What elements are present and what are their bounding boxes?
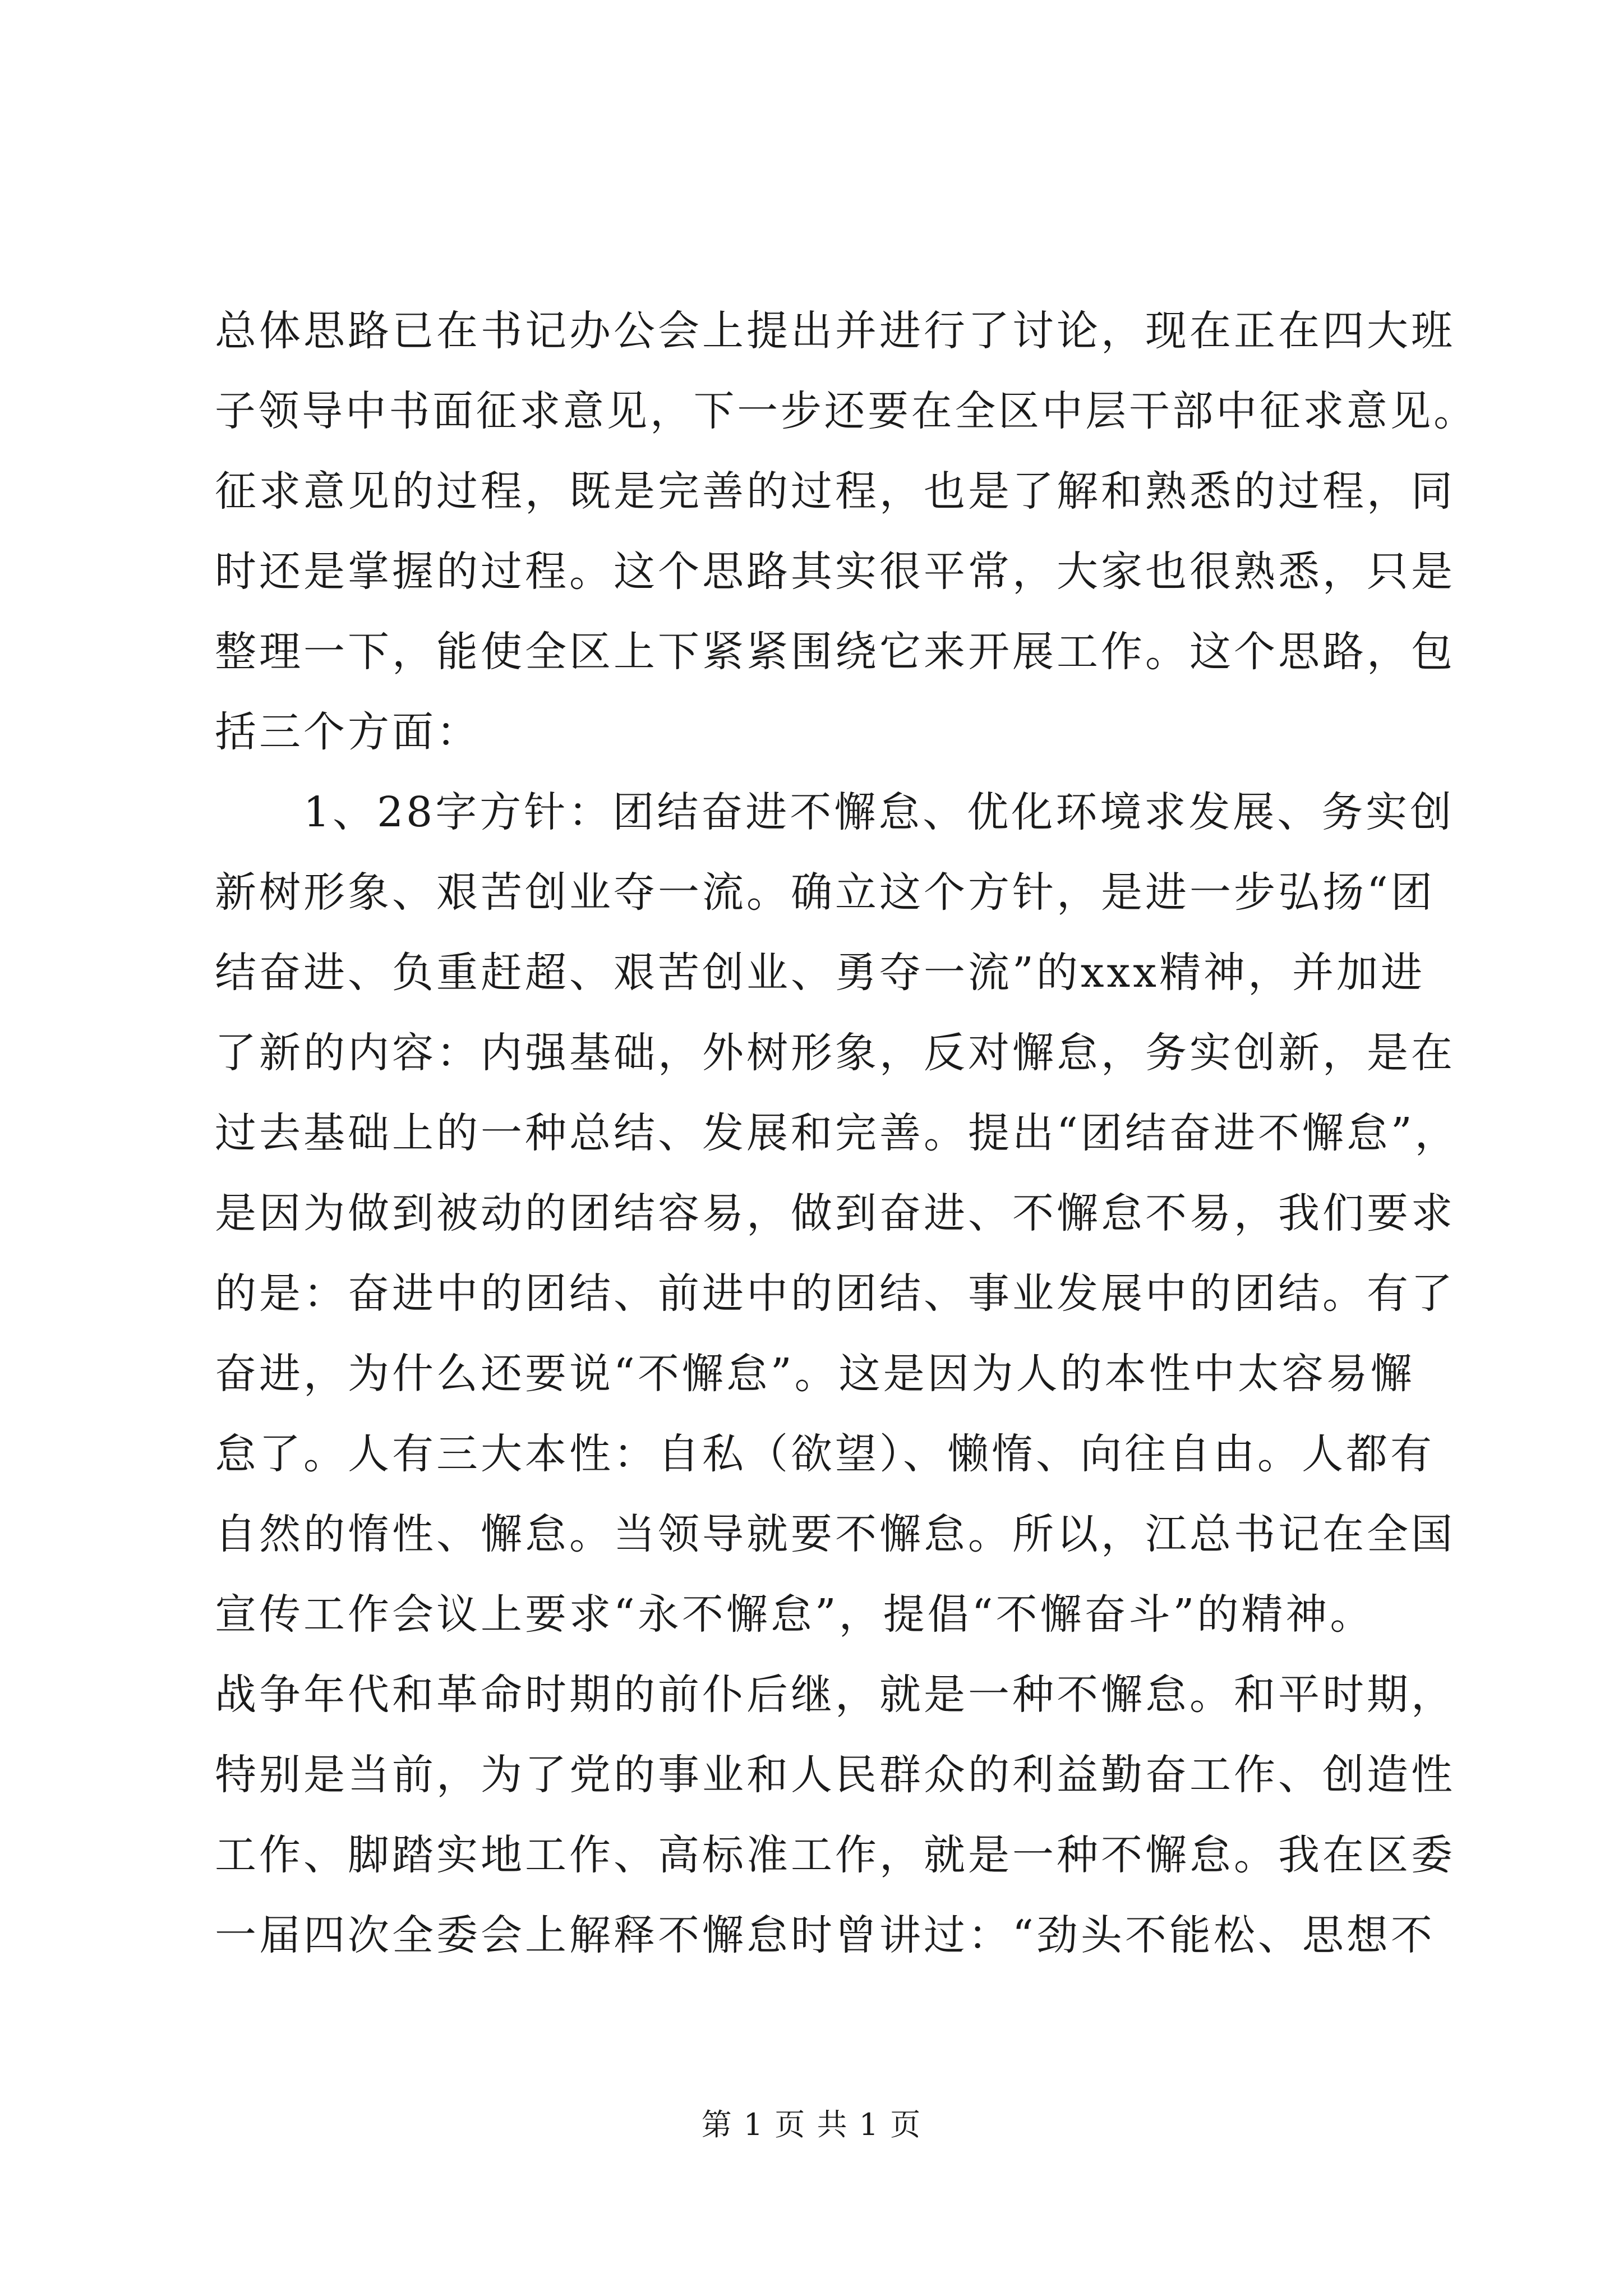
text-line: 的是：奋进中的团结、前进中的团结、事业发展中的团结。有了 [215, 1269, 1455, 1318]
text-line: 子领导中书面征求意见，下一步还要在全区中层干部中征求意见。 [215, 387, 1477, 435]
text-line: 奋进，为什么还要说“不懈怠”。这是因为人的本性中太容易懈 [215, 1350, 1415, 1398]
text-line: 工作、脚踏实地工作、高标准工作，就是一种不懈怠。我在区委 [215, 1831, 1455, 1879]
text-line: 宣传工作会议上要求“永不懈怠”，提倡“不懈奋斗”的精神。 [215, 1590, 1375, 1639]
text-line: 战争年代和革命时期的前仆后继，就是一种不懈怠。和平时期， [215, 1671, 1455, 1719]
text-line: 1、28字方针：团结奋进不懈怠、优化环境求发展、务实创 [215, 788, 1455, 836]
text-line: 是因为做到被动的团结容易，做到奋进、不懈怠不易，我们要求 [215, 1189, 1455, 1237]
text-line: 自然的惰性、懈怠。当领导就要不懈怠。所以，江总书记在全国 [215, 1510, 1455, 1558]
text-line: 结奋进、负重赶超、艰苦创业、勇夺一流”的xxx精神，并加进 [215, 949, 1426, 997]
text-line: 时还是掌握的过程。这个思路其实很平常，大家也很熟悉，只是 [215, 547, 1455, 596]
page-number-footer: 第 1 页 共 1 页 [701, 2107, 922, 2142]
text-line: 特别是当前，为了党的事业和人民群众的利益勤奋工作、创造性 [215, 1751, 1455, 1799]
text-line: 总体思路已在书记办公会上提出并进行了讨论，现在正在四大班 [215, 307, 1455, 355]
text-line: 了新的内容：内强基础，外树形象，反对懈怠，务实创新，是在 [215, 1029, 1455, 1077]
text-line: 括三个方面： [215, 708, 481, 756]
text-line: 新树形象、艰苦创业夺一流。确立这个方针，是进一步弘扬“团 [215, 868, 1435, 917]
text-line: 怠了。人有三大本性：自私（欲望）、懒惰、向往自由。人都有 [215, 1430, 1435, 1478]
text-line: 一届四次全委会上解释不懈怠时曾讲过：“劲头不能松、思想不 [215, 1911, 1435, 1959]
text-line: 整理一下，能使全区上下紧紧围绕它来开展工作。这个思路，包 [215, 628, 1455, 676]
text-line: 征求意见的过程，既是完善的过程，也是了解和熟悉的过程，同 [215, 467, 1455, 516]
text-line: 过去基础上的一种总结、发展和完善。提出“团结奋进不懈怠”， [215, 1109, 1459, 1157]
